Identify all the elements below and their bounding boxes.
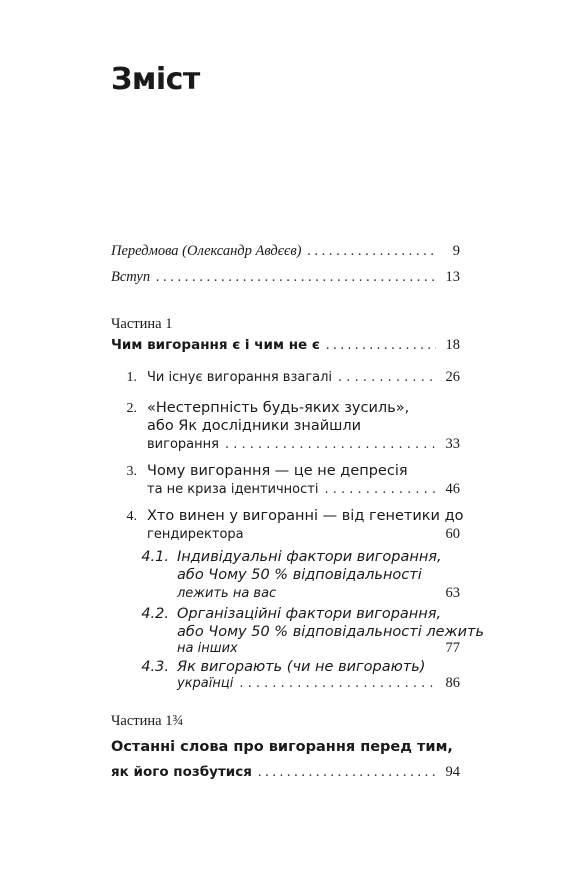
section-4-2-line-2: або Чому 50 % відповідальності лежить [177, 624, 485, 640]
chapter-title-line: «Нестерпність будь-яких зусиль», [147, 400, 410, 416]
page-number: 60 [445, 526, 460, 542]
chapter-number: 4. [126, 509, 137, 524]
section-number: 4.3. [141, 659, 169, 675]
part-heading-line-1: Останні слова про вигорання перед тим, [111, 739, 453, 755]
toc-entry-section-4-2[interactable] [177, 638, 460, 659]
entry-title: Вступ [111, 269, 151, 285]
toc-entry-introduction[interactable] [111, 267, 460, 287]
section-title-line: Як вигорають (чи не вигорають) [177, 659, 426, 675]
chapter-2-line-2: або Як дослідники знайшли [147, 418, 362, 434]
dot-leader [324, 480, 436, 500]
dot-leader [338, 368, 436, 388]
page-number: 18 [445, 337, 460, 353]
toc-entry-chapter-1[interactable] [111, 367, 460, 388]
page-number: 13 [445, 269, 460, 285]
part-label: Частина 1 [111, 316, 173, 332]
part-heading-line-2: як його позбутися [111, 764, 252, 780]
section-title-line: на інших [177, 641, 238, 656]
chapter-title-line: вигорання [147, 437, 219, 452]
chapter-number: 1. [126, 370, 137, 385]
dot-leader [239, 674, 436, 694]
toc-entry-part1[interactable] [111, 335, 460, 355]
page-number: 86 [445, 675, 460, 691]
page-number: 46 [445, 481, 460, 497]
section-title-line: Індивідуальні фактори вигорання, [177, 549, 442, 565]
chapter-number: 3. [126, 464, 137, 479]
page-number: 77 [445, 640, 460, 656]
section-4-2-line-1 [139, 604, 441, 624]
part-heading: Чим вигорання є і чим не є [111, 337, 320, 353]
page-title: Зміст [111, 62, 200, 97]
page-number: 33 [445, 436, 460, 452]
part-label: Частина 1¾ [111, 713, 184, 729]
chapter-title-line: Хто винен у вигоранні — від генетики до [147, 508, 464, 524]
chapter-title: Чи існує вигорання взагалі [147, 370, 333, 385]
page-number: 9 [452, 243, 460, 259]
section-title-line: Організаційні фактори вигорання, [177, 606, 442, 622]
dot-leader [258, 762, 436, 782]
toc-entry-part-1-3-4[interactable] [111, 762, 460, 782]
chapter-title-line: та не криза ідентичності [147, 482, 319, 497]
page-number: 94 [445, 764, 460, 780]
page-number: 63 [445, 585, 460, 601]
section-number: 4.2. [141, 606, 169, 622]
chapter-title-line: Чому вигорання — це не депресія [147, 463, 408, 479]
page-number: 26 [445, 369, 460, 385]
section-title-line: українці [177, 676, 234, 691]
toc-entry-section-4-1[interactable] [177, 583, 460, 604]
section-4-1-line-1 [139, 547, 442, 567]
entry-title: Передмова (Олександр Авдєєв) [111, 243, 302, 259]
toc-entry-chapter-4[interactable] [147, 524, 460, 545]
toc-entry-section-4-3[interactable] [177, 673, 460, 694]
dot-leader [225, 435, 436, 455]
dot-leader [307, 241, 436, 261]
toc-entry-foreword[interactable] [111, 241, 460, 261]
dot-leader [156, 267, 436, 287]
section-number: 4.1. [141, 549, 169, 565]
chapter-title-line: гендиректора [147, 527, 244, 542]
section-4-1-line-2: або Чому 50 % відповідальності [177, 567, 422, 583]
dot-leader [326, 335, 436, 355]
section-title-line: лежить на вас [177, 586, 277, 601]
chapter-number: 2. [126, 401, 137, 416]
toc-entry-chapter-3[interactable] [147, 479, 460, 500]
toc-entry-chapter-2[interactable] [147, 434, 460, 455]
